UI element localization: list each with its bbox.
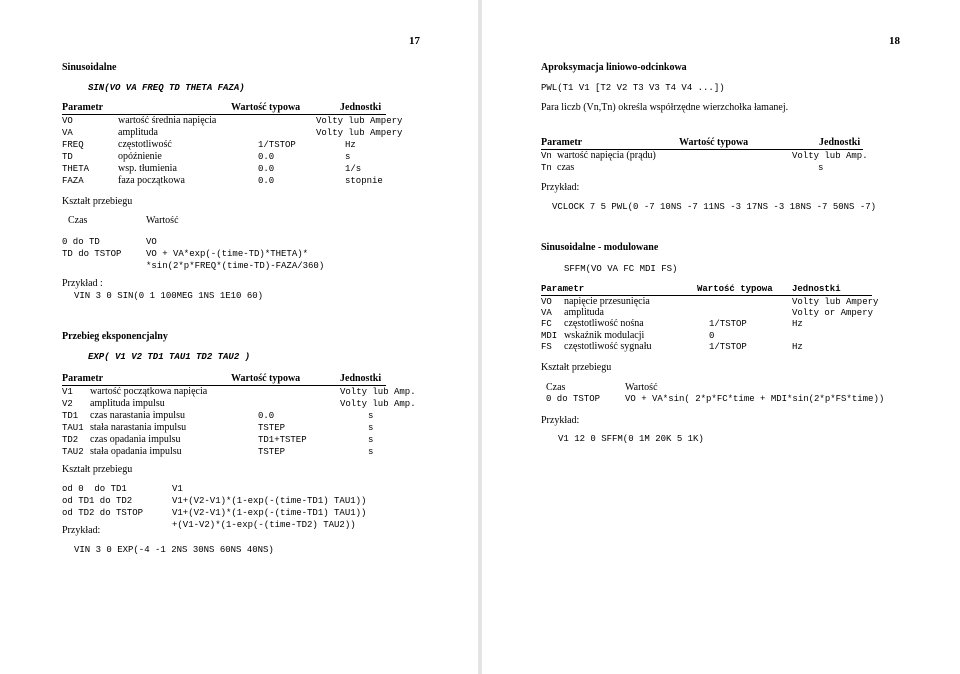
param-name: THETA: [62, 164, 90, 174]
sin-shape-time: 0 do TD: [62, 237, 100, 247]
exp-shape-value: +(V1-V2)*(1-exp(-(time-TD2) TAU2)): [172, 520, 356, 530]
param-desc: częstotliwość sygnału: [564, 341, 652, 352]
param-name: TD2: [62, 435, 79, 445]
param-name: FAZA: [62, 176, 84, 186]
param-unit: Volty lub Amp.: [340, 399, 416, 409]
param-desc: stała narastania impulsu: [90, 422, 187, 433]
exp-header-parametr: Parametr: [62, 373, 104, 384]
left-page: [0, 0, 478, 674]
param-name: FC: [541, 319, 552, 329]
section-title-pwl: Aproksymacja liniowo-odcinkowa: [541, 62, 687, 73]
param-typical: 0.0: [258, 152, 275, 162]
sffm-header-jednostki: Jednostki: [792, 284, 841, 294]
param-name: VA: [62, 128, 73, 138]
exp-shape-time: od TD2 do TSTOP: [62, 508, 144, 518]
param-name: TAU2: [62, 447, 84, 457]
param-desc: częstotliwość: [118, 139, 172, 150]
exp-shape-value: V1+(V2-V1)*(1-exp(-(time-TD1) TAU1)): [172, 496, 367, 506]
param-desc: stała opadania impulsu: [90, 446, 182, 457]
param-typical: 0.0: [258, 411, 275, 421]
sffm-shape-time: 0 do TSTOP: [546, 394, 601, 404]
param-desc: faza początkowa: [118, 175, 185, 186]
section-title-sffm: Sinusoidalne - modulowane: [541, 242, 659, 253]
param-name: V2: [62, 399, 73, 409]
exp-syntax: EXP( V1 V2 TD1 TAU1 TD2 TAU2 ): [88, 352, 251, 362]
sin-col-time: Czas: [68, 215, 88, 226]
param-unit: s: [818, 163, 824, 173]
exp-shape-value: V1+(V2-V1)*(1-exp(-(time-TD1) TAU1)): [172, 508, 367, 518]
param-name: FREQ: [62, 140, 84, 150]
param-typical: 0.0: [258, 164, 275, 174]
exp-shape-time: od TD1 do TD2: [62, 496, 133, 506]
param-desc: częstotliwość nośna: [564, 318, 644, 329]
param-unit: s: [368, 447, 374, 457]
param-unit: 1/s: [345, 164, 362, 174]
param-name: TD: [62, 152, 73, 162]
param-name: FS: [541, 342, 552, 352]
param-unit: Hz: [792, 342, 803, 352]
param-name: TD1: [62, 411, 79, 421]
exp-header-jednostki: Jednostki: [340, 373, 382, 384]
param-typical: TSTEP: [258, 423, 286, 433]
param-desc: amplituda: [118, 127, 158, 138]
param-desc: czas opadania impulsu: [90, 434, 181, 445]
param-name: TAU1: [62, 423, 84, 433]
pwl-syntax: PWL(T1 V1 [T2 V2 T3 V3 T4 V4 ...]): [541, 83, 725, 93]
page-number: 17: [409, 35, 420, 47]
param-unit: Volty or Ampery: [792, 308, 874, 318]
param-unit: Hz: [345, 140, 356, 150]
section-title-exp: Przebieg eksponencjalny: [62, 331, 168, 342]
exp-example-label: Przykład:: [62, 525, 101, 536]
sin-shape-value: *sin(2*p*FREQ*(time-TD)-FAZA/360): [146, 261, 325, 271]
param-unit: Volty lub Ampery: [792, 297, 879, 307]
sin-col-value: Wartość: [146, 215, 179, 226]
param-name: VA: [541, 308, 552, 318]
exp-header-typowa: Wartość typowa: [231, 373, 301, 384]
page-number: 18: [889, 35, 900, 47]
right-page: [482, 0, 960, 674]
param-desc: amplituda: [564, 307, 604, 318]
exp-shape-label: Kształt przebiegu: [62, 464, 133, 475]
sin-shape-time: TD do TSTOP: [62, 249, 122, 259]
param-name: VO: [541, 297, 552, 307]
sffm-shape-value: VO + VA*sin( 2*p*FC*time + MDI*sin(2*p*FS*time)): [625, 394, 885, 404]
sffm-col-value: Wartość: [625, 382, 658, 393]
sin-example-code: VIN 3 0 SIN(0 1 100MEG 1NS 1E10 60): [74, 291, 264, 301]
param-unit: Volty lub Ampery: [316, 128, 403, 138]
pwl-header-parametr: Parametr: [541, 137, 583, 148]
param-unit: Volty lub Amp.: [792, 151, 868, 161]
sin-shape-label: Kształt przebiegu: [62, 196, 133, 207]
param-name: Vn: [541, 151, 552, 161]
param-typical: 1/TSTOP: [258, 140, 296, 150]
sffm-example-label: Przykład:: [541, 415, 580, 426]
pwl-example-code: VCLOCK 7 5 PWL(0 -7 10NS -7 11NS -3 17NS -3 18NS -7 50NS -7): [552, 202, 877, 212]
param-typical: TSTEP: [258, 447, 286, 457]
param-desc: czas: [557, 162, 575, 173]
param-desc: amplituda impulsu: [90, 398, 165, 409]
param-unit: Volty lub Amp.: [340, 387, 416, 397]
param-unit: s: [368, 423, 374, 433]
pwl-description: Para liczb (Vn,Tn) określa współrzędne wierzchołka łamanej.: [541, 102, 789, 113]
exp-shape-value: V1: [172, 484, 183, 494]
sin-header-parametr: Parametr: [62, 102, 104, 113]
param-desc: opóźnienie: [118, 151, 162, 162]
param-desc: wsp. tłumienia: [118, 163, 177, 174]
param-desc: napięcie przesunięcia: [564, 296, 650, 307]
param-typical: 0: [709, 331, 715, 341]
param-name: VO: [62, 116, 73, 126]
sin-header-typowa: Wartość typowa: [231, 102, 301, 113]
sin-syntax: SIN(VO VA FREQ TD THETA FAZA): [88, 83, 245, 93]
param-desc: wartość początkowa napięcia: [90, 386, 208, 397]
param-unit: Volty lub Ampery: [316, 116, 403, 126]
sin-shape-value: VO + VA*exp(-(time-TD)*THETA)*: [146, 249, 309, 259]
sin-header-jednostki: Jednostki: [340, 102, 382, 113]
param-name: V1: [62, 387, 73, 397]
param-desc: wartość napięcia (prądu): [557, 150, 656, 161]
pwl-header-jednostki: Jednostki: [819, 137, 861, 148]
param-typical: TD1+TSTEP: [258, 435, 307, 445]
param-typical: 1/TSTOP: [709, 319, 747, 329]
sin-example-label: Przykład :: [62, 278, 103, 289]
param-typical: 0.0: [258, 176, 275, 186]
param-desc: wartość średnia napięcia: [118, 115, 217, 126]
pwl-header-typowa: Wartość typowa: [679, 137, 749, 148]
param-desc: czas narastania impulsu: [90, 410, 185, 421]
sffm-col-time: Czas: [546, 382, 566, 393]
param-typical: 1/TSTOP: [709, 342, 747, 352]
exp-shape-time: od 0 do TD1: [62, 484, 127, 494]
sffm-header-parametr: Parametr: [541, 284, 585, 294]
param-unit: s: [345, 152, 351, 162]
section-title-sin: Sinusoidalne: [62, 62, 117, 73]
param-name: Tn: [541, 163, 552, 173]
param-desc: wskaźnik modulacji: [564, 330, 645, 341]
sffm-syntax: SFFM(VO VA FC MDI FS): [564, 264, 678, 274]
sffm-shape-label: Kształt przebiegu: [541, 362, 612, 373]
sin-shape-value: VO: [146, 237, 157, 247]
exp-example-code: VIN 3 0 EXP(-4 -1 2NS 30NS 60NS 40NS): [74, 545, 274, 555]
sffm-example-code: V1 12 0 SFFM(0 1M 20K 5 1K): [558, 434, 704, 444]
param-unit: s: [368, 411, 374, 421]
sffm-header-typowa: Wartość typowa: [697, 284, 773, 294]
param-name: MDI: [541, 331, 558, 341]
pwl-example-label: Przykład:: [541, 182, 580, 193]
param-unit: stopnie: [345, 176, 383, 186]
param-unit: Hz: [792, 319, 803, 329]
param-unit: s: [368, 435, 374, 445]
